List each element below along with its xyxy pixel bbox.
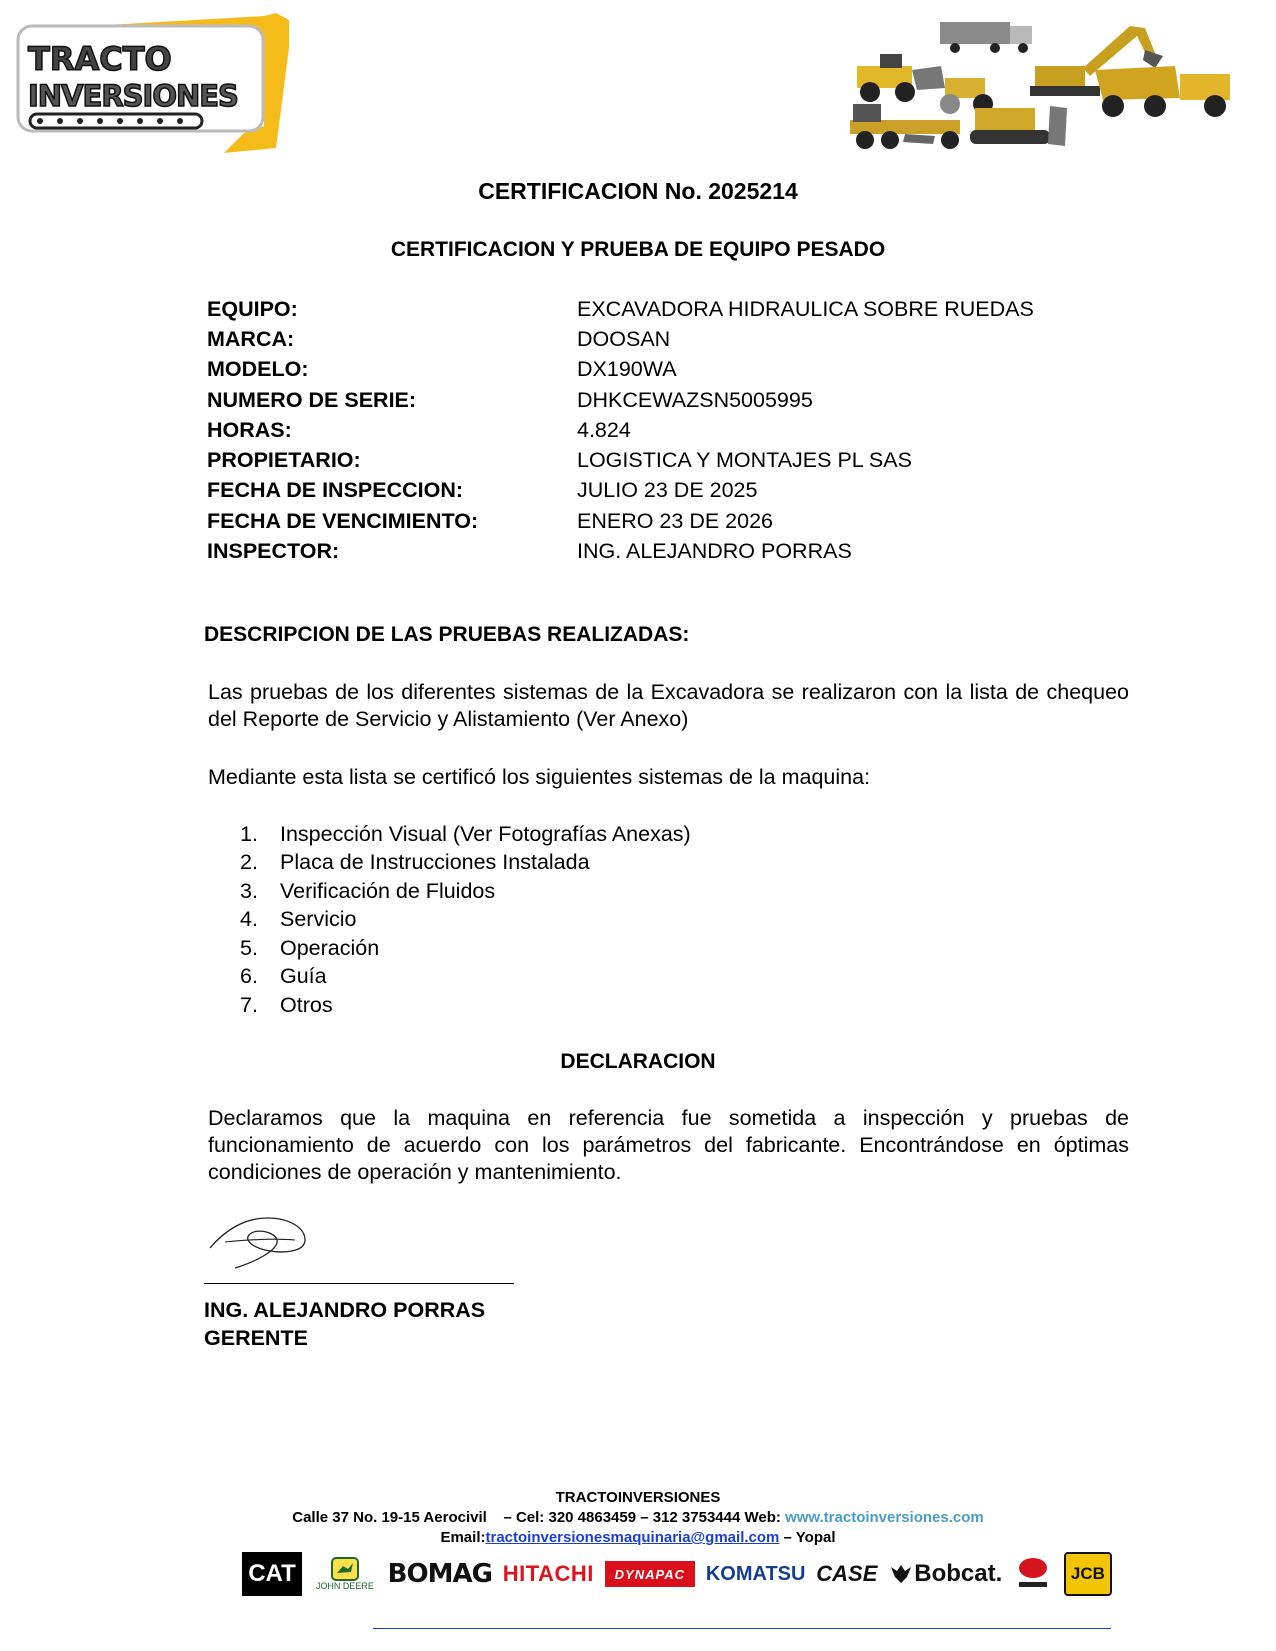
- equipment-row: [207, 355, 1107, 385]
- list-text: Inspección Visual (Ver Fotografías Anexas): [280, 821, 691, 846]
- list-text: Operación: [280, 935, 380, 960]
- tracto-inversiones-logo: [14, 8, 304, 153]
- model-label: MODELO:: [207, 357, 309, 382]
- list-number: 1.: [240, 821, 258, 846]
- footer-city: – Yopal: [779, 1529, 836, 1546]
- inspection-date-value: JULIO 23 DE 2025: [577, 478, 758, 503]
- list-item: [240, 820, 691, 849]
- equipment-row: [207, 476, 1107, 506]
- ingersoll-rand-logo: [1013, 1554, 1053, 1594]
- inspector-value: ING. ALEJANDRO PORRAS: [577, 539, 852, 564]
- articulated-hauler-icon: [1095, 66, 1230, 117]
- declaration-paragraph: Declaramos que la maquina en referencia fue sometida a inspección y pruebas de funcionamiento de acuerdo con los parámetros del fabricante. Encontrándose en óptimas condiciones de operación y mantenimiento.: [208, 1106, 1129, 1184]
- list-item: [240, 991, 691, 1020]
- footer-web-link[interactable]: www.tractoinversiones.com: [785, 1509, 984, 1526]
- footer-email-link[interactable]: tractoinversionesmaquinaria@gmail.com: [485, 1529, 780, 1546]
- inspection-date-label: FECHA DE INSPECCION:: [207, 478, 464, 503]
- equipment-row: [207, 415, 1107, 445]
- jcb-logo: JCB: [1064, 1552, 1112, 1596]
- hours-label: HORAS:: [207, 417, 292, 442]
- logo-text-inversiones: INVERSIONES: [28, 79, 238, 113]
- footer-address-phone: Calle 37 No. 19-15 Aerocivil – Cel: 320 4863459 – 312 3753444 Web:: [292, 1509, 786, 1526]
- serial-label: NUMERO DE SERIE:: [207, 387, 417, 412]
- list-number: 3.: [240, 878, 258, 903]
- bobcat-text: Bobcat.: [914, 1560, 1003, 1587]
- deer-icon: [331, 1557, 359, 1581]
- logo-text-tracto: TRACTO: [28, 40, 172, 78]
- case-logo: CASE: [816, 1561, 878, 1586]
- equipment-value: EXCAVADORA HIDRAULICA SOBRE RUEDAS: [577, 296, 1034, 321]
- list-item: [240, 849, 691, 878]
- equipment-details: [207, 294, 1107, 567]
- description-paragraph: Las pruebas de los diferentes sistemas de la Excavadora se realizaron con la lista de chequeo del Reporte de Servicio y Alistamiento (Ver Anexo): [208, 680, 1129, 731]
- equipment-row: [207, 324, 1107, 354]
- list-number: 5.: [240, 935, 258, 960]
- owner-label: PROPIETARIO:: [207, 448, 361, 473]
- bulldozer-icon: [970, 106, 1067, 146]
- list-text: Guía: [280, 964, 327, 989]
- description-heading: DESCRIPCION DE LAS PRUEBAS REALIZADAS:: [204, 623, 690, 646]
- bobcat-icon: [888, 1561, 914, 1587]
- brand-logos-row: [242, 1552, 1112, 1596]
- equipment-row: [207, 445, 1107, 475]
- handwritten-signature: [205, 1210, 320, 1270]
- expiry-date-value: ENERO 23 DE 2026: [577, 508, 773, 533]
- footer-email-label: Email:: [440, 1529, 486, 1546]
- wheel-loader-icon: [857, 54, 945, 102]
- declaration-heading: DECLARACION: [560, 1050, 716, 1073]
- brand-label: MARCA:: [207, 326, 295, 351]
- john-deere-logo: [313, 1554, 377, 1594]
- hours-value: 4.824: [577, 417, 631, 442]
- cat-logo: CAT: [242, 1552, 302, 1596]
- list-text: Servicio: [280, 907, 357, 932]
- equipment-row: [207, 506, 1107, 536]
- dynapac-logo: DYNAPAC: [605, 1561, 695, 1587]
- bobcat-logo: [888, 1554, 1002, 1594]
- list-number: 6.: [240, 964, 258, 989]
- signature-line: [204, 1283, 514, 1284]
- systems-intro: Mediante esta lista se certificó los siguientes sistemas de la maquina:: [208, 765, 871, 789]
- equipment-row: [207, 294, 1107, 324]
- list-number: 7.: [240, 992, 258, 1017]
- dump-truck-icon: [940, 22, 1032, 53]
- certificate-subtitle: CERTIFICACION Y PRUEBA DE EQUIPO PESADO: [390, 238, 886, 261]
- certificate-number-title: CERTIFICACION No. 2025214: [478, 178, 798, 204]
- list-item: [240, 934, 691, 963]
- list-item: [240, 963, 691, 992]
- signer-role: GERENTE: [204, 1326, 308, 1350]
- list-text: Otros: [280, 992, 333, 1017]
- list-number: 2.: [240, 850, 258, 875]
- list-item: [240, 906, 691, 935]
- equipment-row: [207, 385, 1107, 415]
- footer-rule: [373, 1628, 1111, 1629]
- heavy-machinery-image: [845, 8, 1250, 174]
- signer-name: ING. ALEJANDRO PORRAS: [204, 1298, 486, 1322]
- hitachi-logo: HITACHI: [502, 1561, 594, 1586]
- list-text: Verificación de Fluidos: [280, 878, 496, 903]
- john-deere-text: JOHN DEERE: [315, 1581, 374, 1591]
- footer-contact: [0, 1509, 1276, 1526]
- inspector-label: INSPECTOR:: [207, 539, 340, 564]
- equipment-row: [207, 536, 1107, 566]
- footer-email-line: [0, 1529, 1276, 1546]
- equipment-label: EQUIPO:: [207, 296, 298, 321]
- komatsu-logo: KOMATSU: [705, 1562, 806, 1585]
- list-number: 4.: [240, 907, 258, 932]
- ingersoll-rand-icon: [1013, 1554, 1053, 1594]
- systems-checklist: [240, 820, 691, 1020]
- expiry-date-label: FECHA DE VENCIMIENTO:: [207, 508, 479, 533]
- model-value: DX190WA: [577, 357, 677, 382]
- bomag-logo: BOMAG: [387, 1559, 492, 1589]
- list-item: [240, 877, 691, 906]
- serial-value: DHKCEWAZSN5005995: [577, 387, 813, 412]
- owner-value: LOGISTICA Y MONTAJES PL SAS: [577, 448, 912, 473]
- footer-company: TRACTOINVERSIONES: [555, 1489, 721, 1506]
- list-text: Placa de Instrucciones Instalada: [280, 850, 590, 875]
- brand-value: DOOSAN: [577, 326, 671, 351]
